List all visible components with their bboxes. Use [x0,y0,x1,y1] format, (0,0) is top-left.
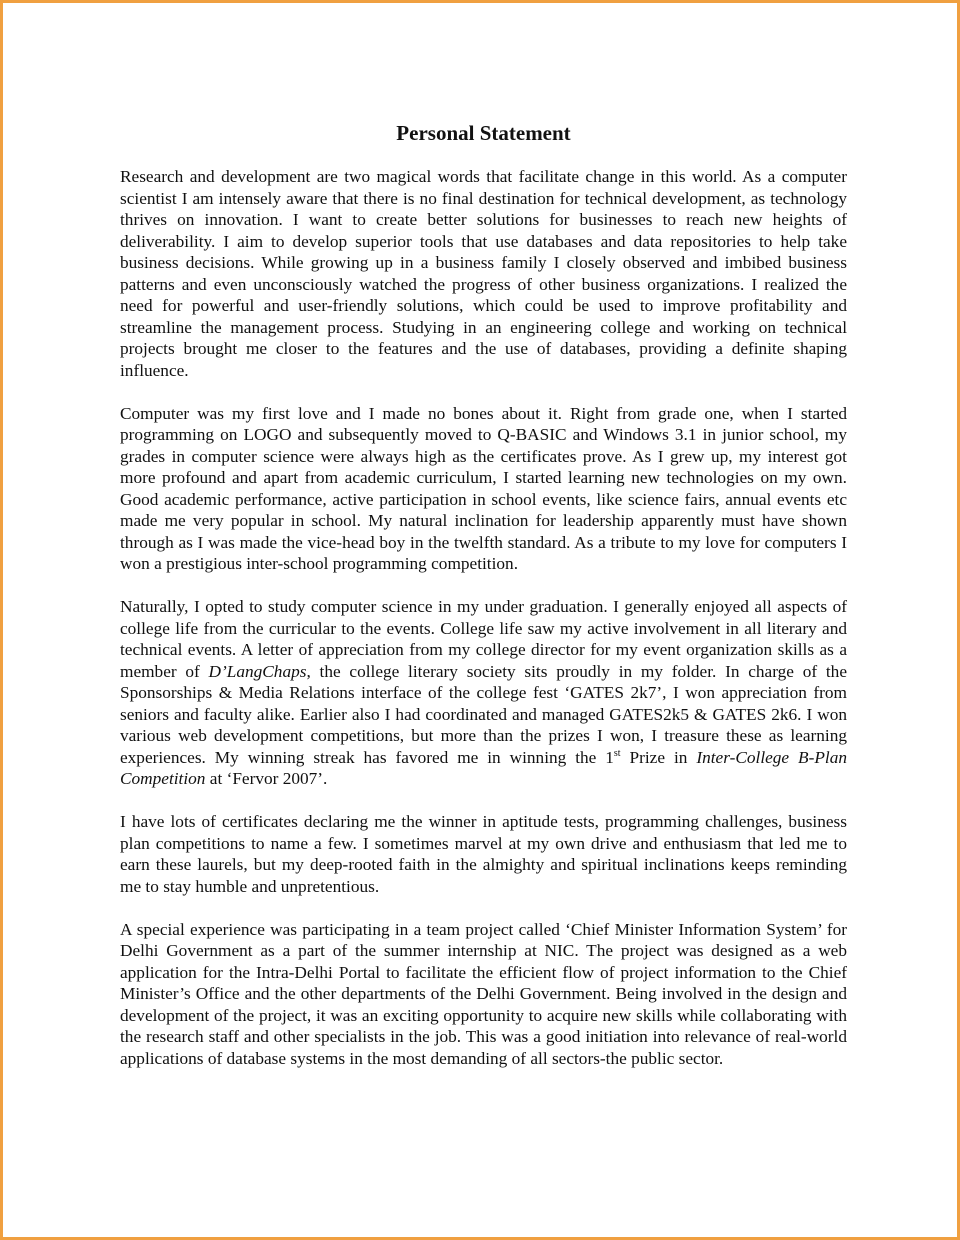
competition-name: Inter-College B-Plan Competition [120,747,847,788]
paragraph-college-text-1: Naturally, I opted to study computer science in my under graduation. I generally enjoyed all aspects of college life from the curricular to the events. College life saw my active involvement in all literary and technical events. A letter of appreciation from my college director for my event organization skills as a member of [120,597,847,681]
ordinal-superscript: st [613,747,621,759]
paragraph-research: Research and development are two magical words that facilitate change in this world. As a computer scientist I am intensely aware that there is no final destination for technical development, as technology thrives on innovation. I want to create better solutions for businesses to reach new heights of deliverability. I aim to develop superior tools that use databases and data repositories to help take business decisions. While growing up in a business family I closely observed and imbibed business patterns and even unconsciously watched the progress of other business organizations. I realized the need for powerful and user-friendly solutions, which could be used to improve profitability and streamline the management process. Studying in an engineering college and working on technical projects brought me closer to the features and the use of databases, providing a definite shaping influence. [120,167,847,380]
paragraph-college-text-4: at ‘Fervor 2007’. [205,769,328,788]
paragraph-special-experience: A special experience was participating in a team project called ‘Chief Minister Information System’ for Delhi Government as a part of the summer internship at NIC. The project was designed as a web application for the Intra-Delhi Portal to facilitate the efficient flow of project information to the Chief Minister’s Office and the other departments of the Delhi Government. Being involved in the design and development of the project, it was an exciting opportunity to acquire new skills while collaborating with the research staff and other specialists in the job. This was a good initiation into relevance of real-world applications of database systems in the most demanding of all sectors-the public sector. [120,919,847,1068]
paragraph-college-text-2: , the college literary society sits proudly in my folder. In charge of the Sponsorships & Media Relations interface of the college fest ‘GATES 2k7’, I won appreciation from seniors and faculty alike. Earlier also I had coordinated and managed GATES2k5 & GATES 2k6. I won various web development competitions, but more than the prizes I won, I treasure these as learning experiences. My winning streak has favored me in winning the 1 [120,661,847,767]
paragraph-computer-love: Computer was my first love and I made no bones about it. Right from grade one, when I started programming on LOGO and subsequently moved to Q-BASIC and Windows 3.1 in junior school, my grades in computer science were always high as the certificates prove. As I grew up, my interest got more profound and apart from academic curriculum, I started learning new technologies on my own. Good academic performance, active participation in school events, like science fairs, annual events etc made me very popular in school. My natural inclination for leadership apparently must have shown through as I was made the vice-head boy in the twelfth standard. As a tribute to my love for computers I won a prestigious inter-school programming competition. [120,403,847,573]
paragraph-certificates: I have lots of certificates declaring me the winner in aptitude tests, programming challenges, business plan competitions to name a few. I sometimes marvel at my own drive and enthusiasm that led me to earn these laurels, but my deep-rooted faith in the almighty and spiritual inclinations keeps reminding me to stay humble and unpretentious. [120,812,847,896]
page-title: Personal Statement [396,121,571,145]
document-body [120,120,847,1091]
paragraph-college-text-3: Prize in [620,747,697,767]
paragraph-college [120,596,847,790]
society-name: D’LangChaps [208,661,307,681]
